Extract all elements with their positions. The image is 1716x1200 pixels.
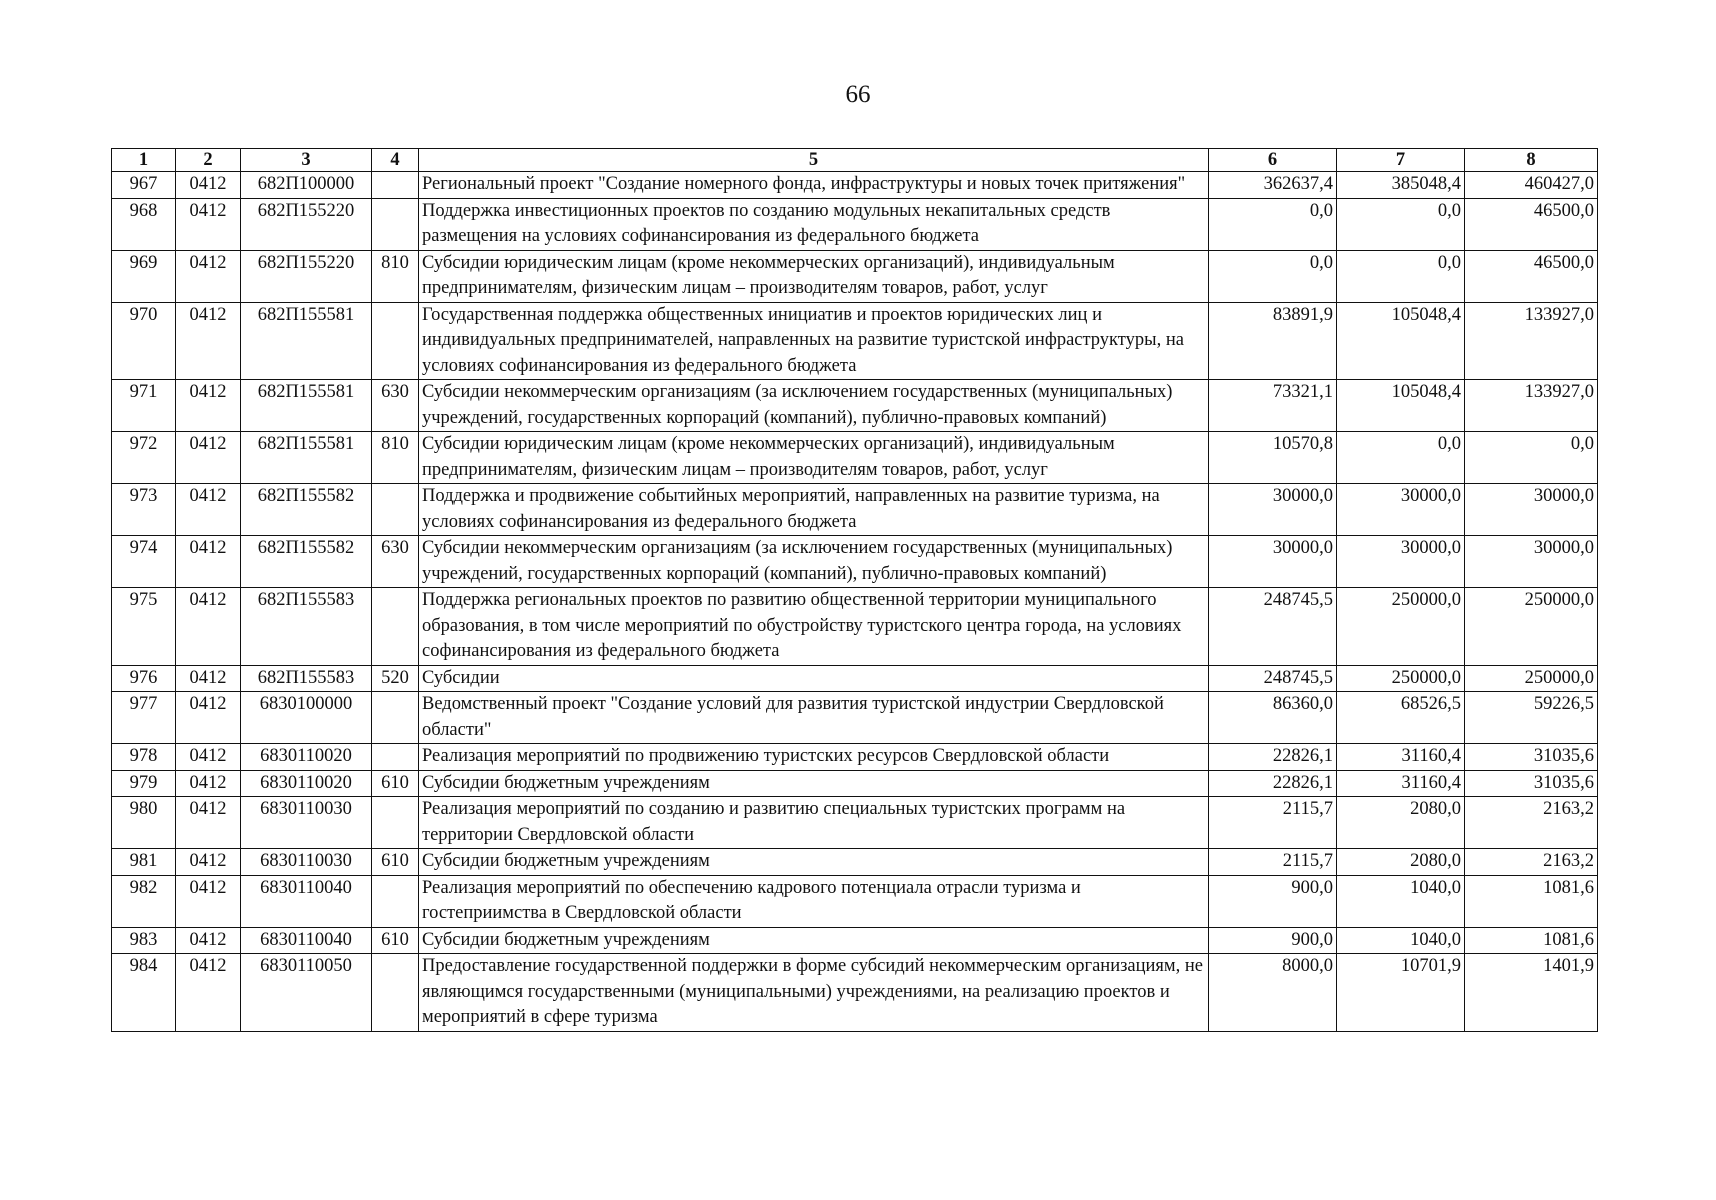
amount-col-6: 30000,0 — [1209, 484, 1337, 536]
amount-col-7: 31160,4 — [1337, 744, 1465, 771]
section-code: 0412 — [176, 665, 241, 692]
amount-col-7: 105048,4 — [1337, 302, 1465, 380]
table-row — [112, 380, 1598, 432]
table-row — [112, 484, 1598, 536]
budget-table — [111, 148, 1598, 1032]
target-article-code: 682П155581 — [241, 380, 372, 432]
amount-col-7: 0,0 — [1337, 250, 1465, 302]
target-article-code: 6830110030 — [241, 797, 372, 849]
section-code: 0412 — [176, 692, 241, 744]
amount-col-8: 0,0 — [1465, 432, 1598, 484]
amount-col-8: 460427,0 — [1465, 172, 1598, 199]
section-code: 0412 — [176, 302, 241, 380]
amount-col-7: 0,0 — [1337, 432, 1465, 484]
amount-col-6: 10570,8 — [1209, 432, 1337, 484]
amount-col-8: 1081,6 — [1465, 875, 1598, 927]
target-article-code: 682П155581 — [241, 432, 372, 484]
table-row — [112, 954, 1598, 1032]
target-article-code: 682П155582 — [241, 536, 372, 588]
item-name: Поддержка и продвижение событийных мероприятий, направленных на развитие туризма, на условиях софинансирования из федерального бюджета — [419, 484, 1209, 536]
table-row — [112, 250, 1598, 302]
table-header-row — [112, 149, 1598, 172]
target-article-code: 6830110030 — [241, 849, 372, 876]
expense-type-code — [372, 692, 419, 744]
section-code: 0412 — [176, 770, 241, 797]
expense-type-code — [372, 588, 419, 666]
section-code: 0412 — [176, 849, 241, 876]
row-number: 969 — [112, 250, 176, 302]
expense-type-code: 810 — [372, 250, 419, 302]
amount-col-7: 2080,0 — [1337, 849, 1465, 876]
expense-type-code: 520 — [372, 665, 419, 692]
section-code: 0412 — [176, 797, 241, 849]
row-number: 984 — [112, 954, 176, 1032]
amount-col-8: 250000,0 — [1465, 588, 1598, 666]
section-code: 0412 — [176, 588, 241, 666]
amount-col-8: 250000,0 — [1465, 665, 1598, 692]
row-number: 973 — [112, 484, 176, 536]
expense-type-code: 610 — [372, 927, 419, 954]
row-number: 978 — [112, 744, 176, 771]
table-row — [112, 692, 1598, 744]
item-name: Субсидии юридическим лицам (кроме некоммерческих организаций), индивидуальным предпринимателям, физическим лицам – производителям товаров, работ, услуг — [419, 432, 1209, 484]
amount-col-7: 250000,0 — [1337, 665, 1465, 692]
amount-col-8: 2163,2 — [1465, 797, 1598, 849]
column-header: 5 — [419, 149, 1209, 172]
table-row — [112, 770, 1598, 797]
column-header: 4 — [372, 149, 419, 172]
table-row — [112, 432, 1598, 484]
amount-col-8: 30000,0 — [1465, 536, 1598, 588]
row-number: 968 — [112, 198, 176, 250]
item-name: Реализация мероприятий по обеспечению кадрового потенциала отрасли туризма и гостеприимства в Свердловской области — [419, 875, 1209, 927]
expense-type-code: 610 — [372, 849, 419, 876]
row-number: 971 — [112, 380, 176, 432]
amount-col-7: 0,0 — [1337, 198, 1465, 250]
amount-col-8: 1081,6 — [1465, 927, 1598, 954]
table-row — [112, 744, 1598, 771]
amount-col-8: 133927,0 — [1465, 380, 1598, 432]
amount-col-7: 1040,0 — [1337, 927, 1465, 954]
item-name: Субсидии бюджетным учреждениям — [419, 849, 1209, 876]
expense-type-code: 630 — [372, 380, 419, 432]
expense-type-code — [372, 484, 419, 536]
amount-col-6: 362637,4 — [1209, 172, 1337, 199]
row-number: 981 — [112, 849, 176, 876]
section-code: 0412 — [176, 432, 241, 484]
item-name: Субсидии некоммерческим организациям (за исключением государственных (муниципальных) учреждений, государственных корпораций (компаний), публично-правовых компаний) — [419, 380, 1209, 432]
amount-col-7: 1040,0 — [1337, 875, 1465, 927]
section-code: 0412 — [176, 198, 241, 250]
amount-col-8: 31035,6 — [1465, 744, 1598, 771]
table-row — [112, 927, 1598, 954]
target-article-code: 6830110050 — [241, 954, 372, 1032]
row-number: 972 — [112, 432, 176, 484]
target-article-code: 682П155220 — [241, 198, 372, 250]
amount-col-6: 2115,7 — [1209, 797, 1337, 849]
expense-type-code — [372, 198, 419, 250]
amount-col-7: 10701,9 — [1337, 954, 1465, 1032]
table-row — [112, 849, 1598, 876]
section-code: 0412 — [176, 744, 241, 771]
amount-col-6: 900,0 — [1209, 875, 1337, 927]
target-article-code: 6830110020 — [241, 744, 372, 771]
table-body — [112, 172, 1598, 1032]
section-code: 0412 — [176, 484, 241, 536]
row-number: 976 — [112, 665, 176, 692]
target-article-code: 6830110040 — [241, 927, 372, 954]
item-name: Ведомственный проект "Создание условий для развития туристской индустрии Свердловской области" — [419, 692, 1209, 744]
target-article-code: 682П155220 — [241, 250, 372, 302]
amount-col-7: 30000,0 — [1337, 536, 1465, 588]
amount-col-8: 59226,5 — [1465, 692, 1598, 744]
item-name: Региональный проект "Создание номерного фонда, инфраструктуры и новых точек притяжения" — [419, 172, 1209, 199]
section-code: 0412 — [176, 536, 241, 588]
expense-type-code — [372, 172, 419, 199]
row-number: 967 — [112, 172, 176, 199]
table-row — [112, 797, 1598, 849]
amount-col-8: 31035,6 — [1465, 770, 1598, 797]
target-article-code: 6830110020 — [241, 770, 372, 797]
amount-col-8: 46500,0 — [1465, 250, 1598, 302]
column-header: 8 — [1465, 149, 1598, 172]
amount-col-6: 30000,0 — [1209, 536, 1337, 588]
table-row — [112, 588, 1598, 666]
amount-col-6: 900,0 — [1209, 927, 1337, 954]
row-number: 983 — [112, 927, 176, 954]
row-number: 974 — [112, 536, 176, 588]
table-row — [112, 302, 1598, 380]
table-row — [112, 172, 1598, 199]
target-article-code: 682П155582 — [241, 484, 372, 536]
item-name: Субсидии юридическим лицам (кроме некоммерческих организаций), индивидуальным предпринимателям, физическим лицам – производителям товаров, работ, услуг — [419, 250, 1209, 302]
row-number: 970 — [112, 302, 176, 380]
section-code: 0412 — [176, 250, 241, 302]
amount-col-6: 248745,5 — [1209, 665, 1337, 692]
amount-col-8: 46500,0 — [1465, 198, 1598, 250]
expense-type-code: 630 — [372, 536, 419, 588]
target-article-code: 682П155583 — [241, 665, 372, 692]
row-number: 980 — [112, 797, 176, 849]
amount-col-6: 22826,1 — [1209, 770, 1337, 797]
item-name: Предоставление государственной поддержки в форме субсидий некоммерческим организациям, не являющимся государственными (муниципальными) учреждениями, на реализацию проектов и мероприятий в сфере туризма — [419, 954, 1209, 1032]
row-number: 979 — [112, 770, 176, 797]
row-number: 977 — [112, 692, 176, 744]
amount-col-6: 0,0 — [1209, 250, 1337, 302]
page-number: 66 — [845, 81, 871, 108]
target-article-code: 682П155581 — [241, 302, 372, 380]
amount-col-7: 105048,4 — [1337, 380, 1465, 432]
expense-type-code — [372, 797, 419, 849]
amount-col-6: 73321,1 — [1209, 380, 1337, 432]
target-article-code: 682П155583 — [241, 588, 372, 666]
expense-type-code — [372, 954, 419, 1032]
item-name: Реализация мероприятий по продвижению туристских ресурсов Свердловской области — [419, 744, 1209, 771]
section-code: 0412 — [176, 380, 241, 432]
expense-type-code: 810 — [372, 432, 419, 484]
amount-col-8: 1401,9 — [1465, 954, 1598, 1032]
section-code: 0412 — [176, 172, 241, 199]
item-name: Поддержка региональных проектов по развитию общественной территории муниципального образования, в том числе мероприятий по обустройству туристского центра города, на условиях софинансирования из федерального бюджета — [419, 588, 1209, 666]
amount-col-7: 68526,5 — [1337, 692, 1465, 744]
target-article-code: 6830110040 — [241, 875, 372, 927]
expense-type-code — [372, 744, 419, 771]
amount-col-6: 22826,1 — [1209, 744, 1337, 771]
column-header: 6 — [1209, 149, 1337, 172]
amount-col-6: 0,0 — [1209, 198, 1337, 250]
column-header: 2 — [176, 149, 241, 172]
amount-col-7: 250000,0 — [1337, 588, 1465, 666]
amount-col-8: 2163,2 — [1465, 849, 1598, 876]
item-name: Поддержка инвестиционных проектов по созданию модульных некапитальных средств размещения на условиях софинансирования из федерального бюджета — [419, 198, 1209, 250]
column-header: 7 — [1337, 149, 1465, 172]
table-row — [112, 536, 1598, 588]
item-name: Субсидии некоммерческим организациям (за исключением государственных (муниципальных) учреждений, государственных корпораций (компаний), публично-правовых компаний) — [419, 536, 1209, 588]
amount-col-8: 30000,0 — [1465, 484, 1598, 536]
table-row — [112, 665, 1598, 692]
amount-col-6: 248745,5 — [1209, 588, 1337, 666]
amount-col-6: 8000,0 — [1209, 954, 1337, 1032]
amount-col-7: 30000,0 — [1337, 484, 1465, 536]
item-name: Субсидии бюджетным учреждениям — [419, 927, 1209, 954]
amount-col-7: 2080,0 — [1337, 797, 1465, 849]
section-code: 0412 — [176, 954, 241, 1032]
amount-col-6: 83891,9 — [1209, 302, 1337, 380]
row-number: 982 — [112, 875, 176, 927]
section-code: 0412 — [176, 875, 241, 927]
item-name: Субсидии — [419, 665, 1209, 692]
expense-type-code — [372, 302, 419, 380]
item-name: Государственная поддержка общественных инициатив и проектов юридических лиц и индивидуальных предпринимателей, направленных на развитие туристской инфраструктуры, на условиях софинансирования из федерального бюджета — [419, 302, 1209, 380]
row-number: 975 — [112, 588, 176, 666]
table-row — [112, 875, 1598, 927]
target-article-code: 6830100000 — [241, 692, 372, 744]
amount-col-7: 385048,4 — [1337, 172, 1465, 199]
amount-col-7: 31160,4 — [1337, 770, 1465, 797]
column-header: 1 — [112, 149, 176, 172]
expense-type-code — [372, 875, 419, 927]
column-header: 3 — [241, 149, 372, 172]
section-code: 0412 — [176, 927, 241, 954]
table-row — [112, 198, 1598, 250]
item-name: Реализация мероприятий по созданию и развитию специальных туристских программ на территории Свердловской области — [419, 797, 1209, 849]
amount-col-8: 133927,0 — [1465, 302, 1598, 380]
expense-type-code: 610 — [372, 770, 419, 797]
target-article-code: 682П100000 — [241, 172, 372, 199]
amount-col-6: 86360,0 — [1209, 692, 1337, 744]
amount-col-6: 2115,7 — [1209, 849, 1337, 876]
item-name: Субсидии бюджетным учреждениям — [419, 770, 1209, 797]
